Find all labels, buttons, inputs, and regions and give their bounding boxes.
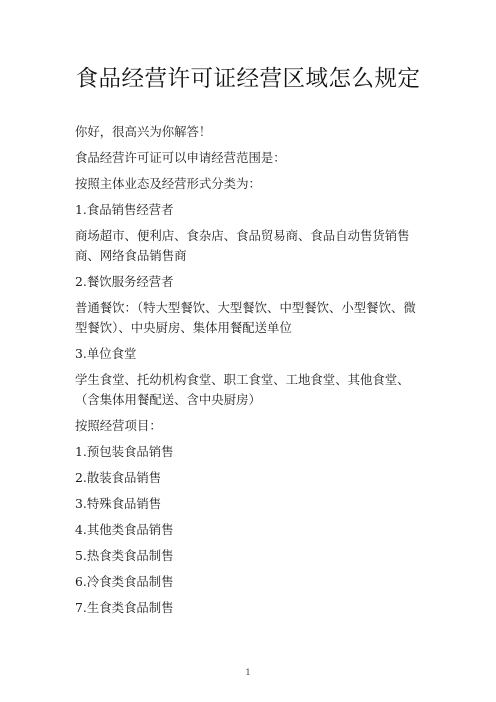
paragraph: 按照主体业态及经营形式分类为： <box>75 176 261 191</box>
list-item: 1.预包装食品销售 <box>75 444 174 459</box>
list-item: 3.特殊食品销售 <box>75 496 162 511</box>
paragraph: 你好，很高兴为你解答！ <box>75 124 212 139</box>
list-heading: 2.餐饮服务经营者 <box>75 274 174 289</box>
list-item: 2.散装食品销售 <box>75 470 162 485</box>
paragraph: 普通餐饮：（特大型餐饮、大型餐饮、中型餐饮、小型餐饮、微型餐饮）、中央厨房、集体用餐配送单位 <box>75 300 416 335</box>
paragraph: 食品经营许可证可以申请经营范围是： <box>75 150 286 165</box>
paragraph: 按照经营项目： <box>75 418 162 433</box>
list-item: 6.冷食类食品制售 <box>75 574 174 589</box>
document-title: 食品经营许可证经营区域怎么规定 <box>75 66 421 92</box>
document-body <box>75 122 421 624</box>
list-item: 7.生食类食品制售 <box>75 600 174 615</box>
paragraph: 学生食堂、托幼机构食堂、职工食堂、工地食堂、其他食堂、（含集体用餐配送、含中央厨房） <box>75 372 410 407</box>
list-heading: 3.单位食堂 <box>75 346 137 361</box>
page-number: 1 <box>245 668 251 677</box>
list-heading: 1.食品销售经营者 <box>75 202 174 217</box>
paragraph: 商场超市、便利店、食杂店、食品贸易商、食品自动售货销售商、网络食品销售商 <box>75 228 410 263</box>
list-item: 4.其他类食品销售 <box>75 522 174 537</box>
list-item: 5.热食类食品制售 <box>75 548 174 563</box>
